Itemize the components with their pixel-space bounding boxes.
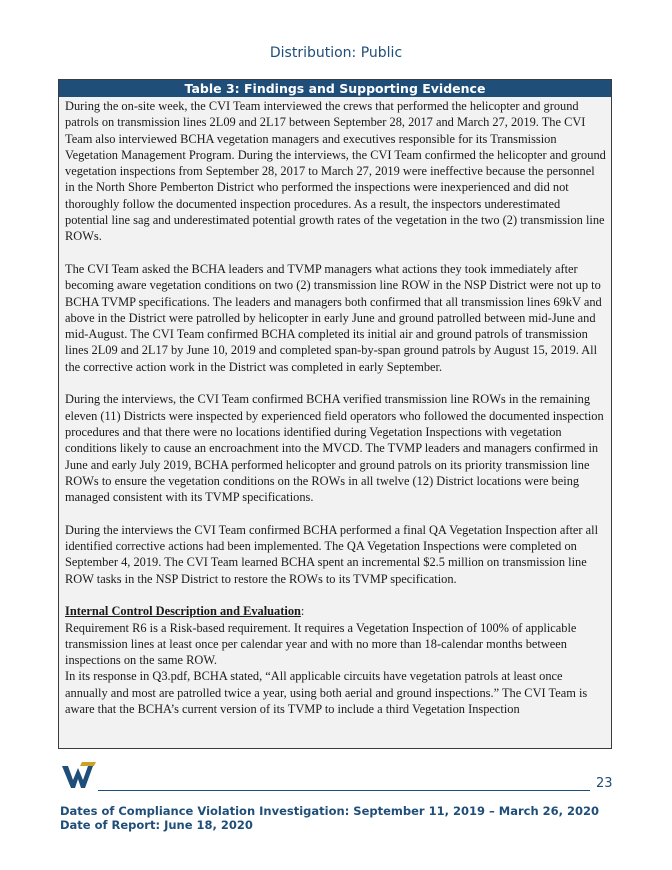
findings-paragraph-1: During the on-site week, the CVI Team interviewed the crews that performed the helicopter and ground patrols on transmission lines 2L09 and 2L17 between September 28, 2017 and March 27, 2019. The CVI Team also interviewed BCHA vegetation managers and executives responsible for its Transmission Vegetation Management Program. During the interviews, the CVI Team confirmed the helicopter and ground vegetation inspections from September 28, 2017 to March 27, 2019 were ineffective because the personnel in the North Shore Pemberton District who performed the inspections were inexperienced and did not thoroughly follow the documented inspection procedures. As a result, the inspectors underestimated potential line sag and underestimated potential growth rates of the vegetation in the two (2) transmission line ROWs.: [65, 99, 606, 244]
findings-paragraph-2: The CVI Team asked the BCHA leaders and TVMP managers what actions they took immediately after becoming aware vegetation conditions on two (2) transmission line ROW in the NSP District were not up to BCHA TVMP specifications. The leaders and managers both confirmed that all transmission lines 69kV and above in the District were patrolled by helicopter in early June and ground patrolled between mid-June and mid-August. The CVI Team confirmed BCHA completed its initial air and ground patrols of transmission lines 2L09 and 2L17 by June 10, 2019 and completed span-by-span ground patrols by August 15, 2019. All the corrective action work in the District was completed in early September.: [65, 261, 602, 374]
table-body: [59, 97, 611, 717]
footer-dates: [60, 804, 599, 832]
distribution-label: Distribution: Public: [269, 45, 403, 61]
findings-table: [58, 79, 612, 749]
internal-control-heading: Internal Control Description and Evaluation: [65, 604, 301, 619]
internal-control-paragraph-2: In its response in Q3.pdf, BCHA stated, “All applicable circuits have vegetation patrols at least once annually and most are patrolled twice a year, using both aerial and ground inspections.” The CVI Team is aware that the BCHA’s current version of its TVMP to include a third Vegetation Inspection: [65, 669, 588, 716]
findings-paragraph-4: During the interviews the CVI Team confirmed BCHA performed a final QA Vegetation Inspection after all identified corrective actions had been implemented. The QA Vegetation Inspections were completed on September 4, 2019. The CVI Team learned BCHA spent an incremental $2.5 million on transmission line ROW tasks in the NSP District to restore the ROWs to its TVMP specification.: [65, 522, 599, 586]
table-title: Table 3: Findings and Supporting Evidence: [59, 80, 611, 97]
wecc-logo-icon: [60, 762, 98, 790]
report-date: Date of Report: June 18, 2020: [60, 818, 253, 832]
investigation-dates: Dates of Compliance Violation Investigation: September 11, 2019 – March 26, 2020: [60, 804, 600, 818]
findings-paragraph-3: During the interviews, the CVI Team confirmed BCHA verified transmission line ROWs in the remaining eleven (11) Districts were inspected by experienced field operators who followed the documented inspection procedures and that there were no locations identified during Vegetation Inspections with vegetation conditions likely to cause an encroachment into the MVCD. The TVMP leaders and managers confirmed in June and early July 2019, BCHA performed helicopter and ground patrols on its priority transmission line ROWs to ensure the vegetation conditions on the ROWs in all twelve (12) District locations were being managed consistent with its TVMP specifications.: [65, 392, 604, 505]
heading-colon: :: [300, 604, 305, 619]
footer-rule: [98, 790, 590, 791]
internal-control-heading-line: [65, 603, 606, 619]
internal-control-paragraph-1: Requirement R6 is a Risk-based requirement. It requires a Vegetation Inspection of 100% of applicable transmission lines at least once per calendar year and with no more than 18-calendar months between inspections on the same ROW.: [65, 620, 577, 668]
page-number: 23: [596, 776, 613, 791]
